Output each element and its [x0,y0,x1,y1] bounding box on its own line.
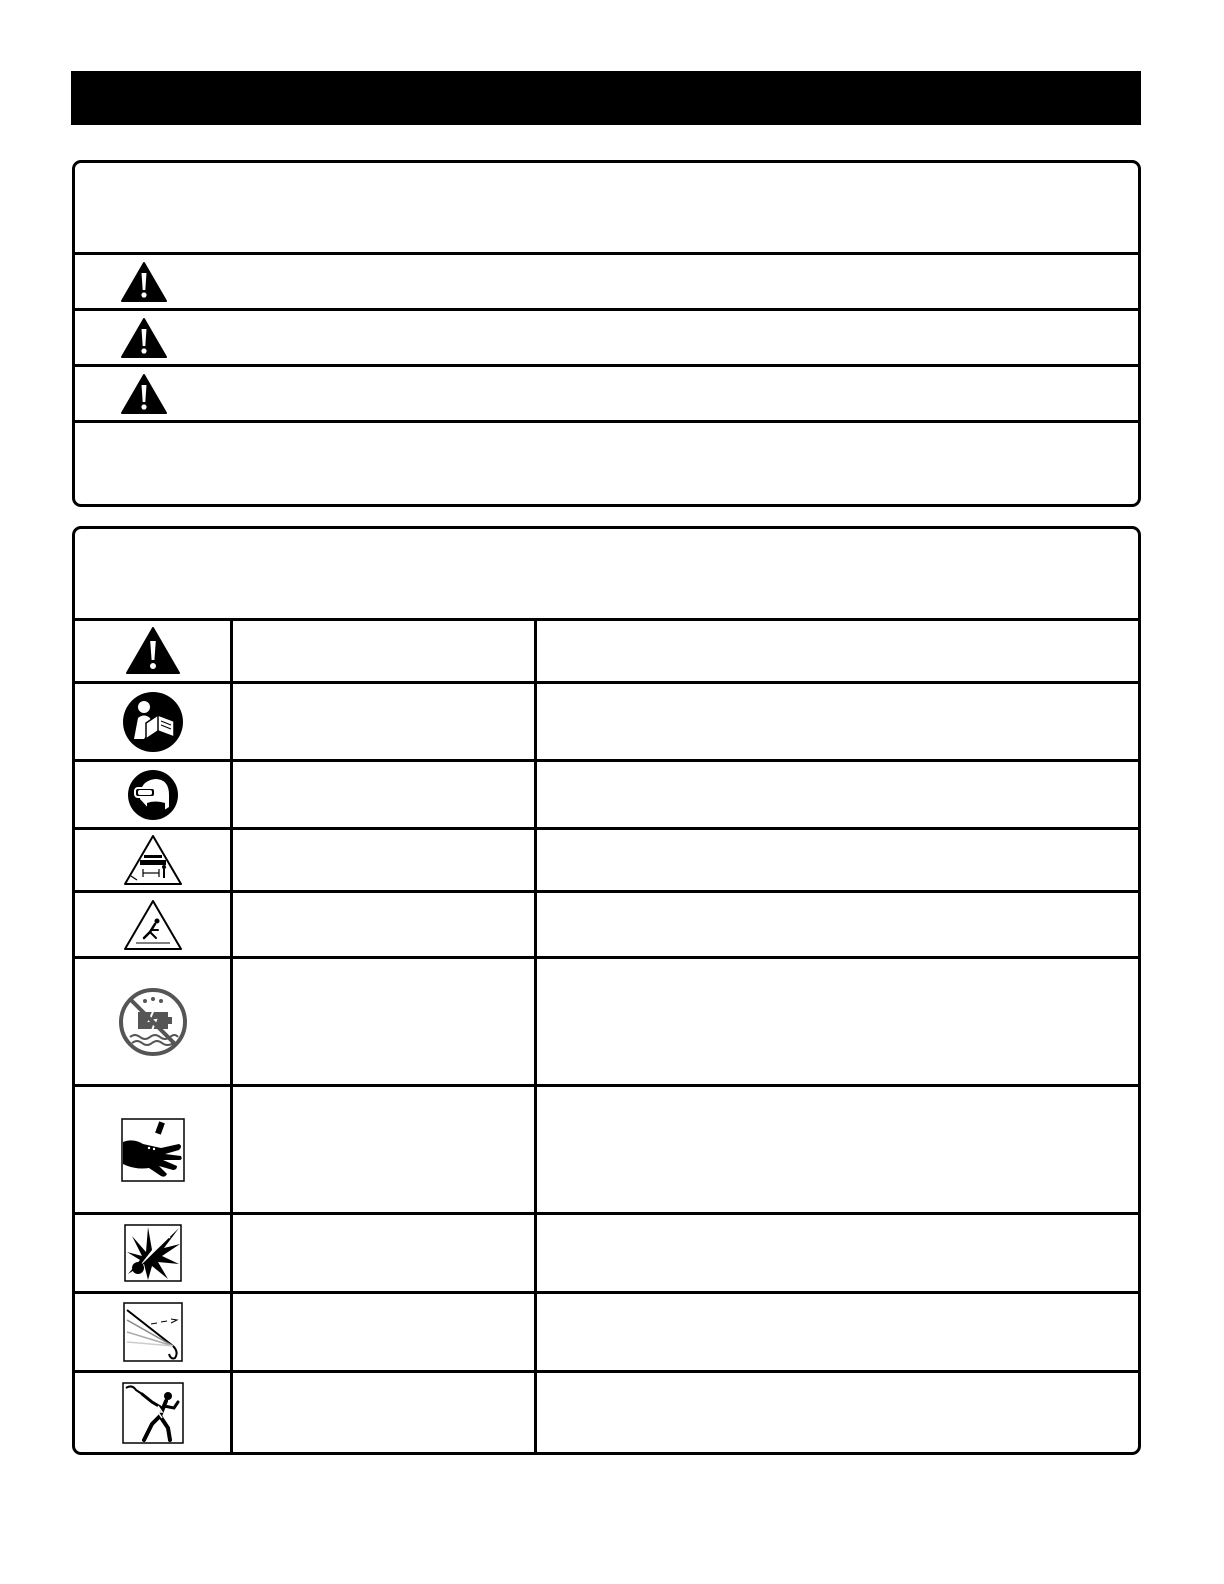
injection-hazard-icon [121,1118,185,1182]
divider [75,1084,1138,1087]
warning-triangle-icon [120,261,168,303]
divider [75,618,1138,621]
divider [75,827,1138,830]
slippery-surface-icon [122,898,184,952]
column-divider [230,618,233,1452]
warning-triangle-icon [120,317,168,359]
section-header-bar [71,71,1141,125]
explosion-hazard-icon [124,1224,182,1282]
electric-shock-icon [122,1382,184,1444]
safety-alert-icon [125,626,181,676]
divider [75,890,1138,893]
no-water-on-battery-icon [118,987,188,1057]
divider [75,681,1138,684]
divider [75,956,1138,959]
signal-row [75,255,1138,308]
hose-whip-icon [123,1302,183,1362]
divider [75,759,1138,762]
divider [75,420,1138,423]
divider [75,1291,1138,1294]
signal-row [75,367,1138,420]
eye-protection-icon [127,769,179,821]
symbols-table-box [72,526,1141,1455]
signal-row [75,311,1138,364]
warning-triangle-icon [120,373,168,415]
column-divider [534,618,537,1452]
divider [75,1212,1138,1215]
signal-words-box [72,160,1141,507]
divider [75,1370,1138,1373]
keep-bystanders-away-icon [122,833,184,887]
read-manual-icon [122,691,184,753]
